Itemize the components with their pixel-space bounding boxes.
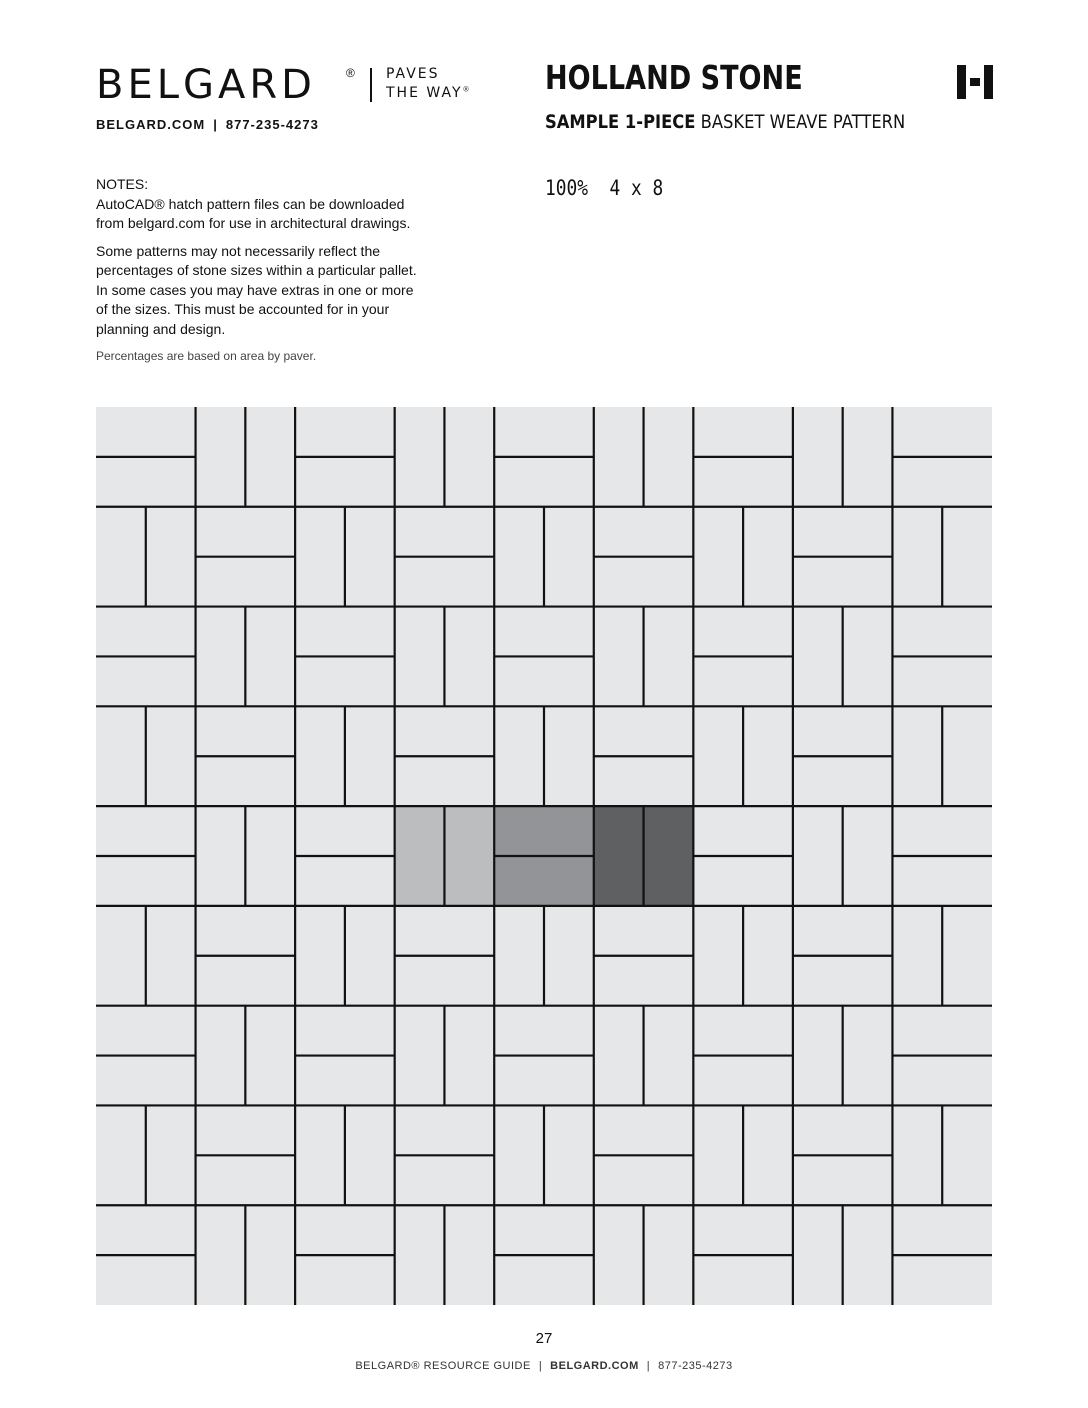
paver	[644, 407, 694, 507]
paver	[196, 806, 246, 906]
paver	[395, 956, 495, 1006]
paver	[743, 507, 793, 607]
paver	[444, 407, 494, 507]
paver	[295, 706, 345, 806]
paver	[743, 1105, 793, 1205]
paver	[544, 1105, 594, 1205]
paver	[693, 856, 793, 906]
paver	[96, 1205, 196, 1255]
paver	[295, 856, 395, 906]
paver	[793, 806, 843, 906]
paver-pattern	[96, 407, 992, 1310]
paver	[594, 1205, 644, 1305]
paver	[942, 507, 992, 607]
brand-logo: BELGARD	[96, 62, 316, 108]
paver	[494, 407, 594, 457]
notes-percentages: Some patterns may not necessarily reflect the percentages of stone sizes within a particular pallet. In some cases you may have extras in one or more of the sizes. This must be accounted for in your planning and design.	[96, 242, 417, 337]
notes-section	[96, 175, 426, 367]
paver	[196, 607, 246, 707]
paver	[196, 756, 296, 806]
paver	[793, 1105, 893, 1155]
header-contact: BELGARD.COM | 877-235-4273	[96, 117, 319, 132]
paver	[96, 1255, 196, 1305]
paver	[245, 407, 295, 507]
paver	[345, 906, 395, 1006]
paver	[295, 607, 395, 657]
paver	[494, 856, 594, 906]
paver	[196, 1155, 296, 1205]
notes-area-basis: Percentages are based on area by paver.	[96, 349, 317, 363]
paver	[494, 806, 594, 856]
paver	[793, 1205, 843, 1305]
size-mix: 100% 4 x 8	[545, 176, 664, 200]
paver	[295, 1105, 345, 1205]
paver	[892, 1255, 992, 1305]
footer: BELGARD® RESOURCE GUIDE | BELGARD.COM | 877-235-4273	[355, 1360, 733, 1372]
paver	[693, 607, 793, 657]
paver	[793, 607, 843, 707]
paver	[793, 706, 893, 756]
product-title: HOLLAND STONE	[545, 58, 803, 97]
paver	[892, 856, 992, 906]
paver	[395, 906, 495, 956]
logo-divider	[370, 68, 372, 102]
paver	[345, 1105, 395, 1205]
header-website[interactable]: BELGARD.COM	[96, 117, 206, 132]
paver	[644, 1205, 694, 1305]
paver	[96, 457, 196, 507]
paver	[494, 507, 544, 607]
paver	[594, 557, 694, 607]
paver	[395, 607, 445, 707]
paver	[494, 906, 544, 1006]
paver	[693, 1105, 743, 1205]
paver	[494, 656, 594, 706]
paver	[395, 756, 495, 806]
paver	[96, 507, 146, 607]
paver	[743, 706, 793, 806]
paver	[544, 507, 594, 607]
paver	[892, 806, 992, 856]
paver	[96, 1006, 196, 1056]
tagline-line1: PAVES	[386, 66, 440, 82]
paver	[494, 457, 594, 507]
paver	[444, 1205, 494, 1305]
paver	[146, 706, 196, 806]
paver	[594, 756, 694, 806]
paver	[494, 1105, 544, 1205]
paver	[892, 1105, 942, 1205]
paver	[693, 1255, 793, 1305]
paver	[96, 806, 196, 856]
paver	[843, 1205, 893, 1305]
paver	[146, 507, 196, 607]
paver	[96, 656, 196, 706]
paver	[245, 806, 295, 906]
paver	[196, 1105, 296, 1155]
holland-stone-h-icon	[957, 65, 993, 104]
notes-autocad: AutoCAD® hatch pattern files can be downloaded from belgard.com for use in architectural drawings.	[96, 195, 411, 231]
paver	[892, 706, 942, 806]
paver	[96, 856, 196, 906]
paver	[345, 706, 395, 806]
paver	[793, 407, 843, 507]
paver	[892, 656, 992, 706]
paver	[594, 806, 644, 906]
paver	[245, 607, 295, 707]
paver	[644, 1006, 694, 1106]
paver	[892, 1205, 992, 1255]
paver	[395, 507, 495, 557]
paver	[146, 1105, 196, 1205]
paver	[594, 1006, 644, 1106]
product-subtitle: SAMPLE 1-PIECE BASKET WEAVE PATTERN	[545, 111, 906, 133]
paver	[395, 1155, 495, 1205]
paver	[892, 906, 942, 1006]
paver	[395, 407, 445, 507]
paver	[245, 1205, 295, 1305]
paver	[693, 1056, 793, 1106]
paver	[594, 607, 644, 707]
paver	[395, 806, 445, 906]
paver	[644, 607, 694, 707]
paver	[843, 1006, 893, 1106]
paver	[494, 1006, 594, 1056]
paver	[743, 906, 793, 1006]
paver	[693, 1006, 793, 1056]
paver	[196, 507, 296, 557]
paver	[843, 407, 893, 507]
paver	[793, 756, 893, 806]
paver	[295, 507, 345, 607]
paver	[494, 1056, 594, 1106]
paver	[444, 806, 494, 906]
paver	[793, 906, 893, 956]
paver	[96, 1056, 196, 1106]
paver	[96, 607, 196, 657]
paver	[644, 806, 694, 906]
paver	[693, 906, 743, 1006]
footer-website[interactable]: BELGARD.COM	[550, 1360, 639, 1372]
paver	[594, 407, 644, 507]
paver	[196, 1205, 246, 1305]
paver	[942, 906, 992, 1006]
paver	[96, 906, 146, 1006]
paver	[693, 706, 743, 806]
paver	[793, 956, 893, 1006]
paver	[494, 706, 544, 806]
paver	[295, 457, 395, 507]
paver	[395, 557, 495, 607]
footer-guide: BELGARD® RESOURCE GUIDE	[355, 1360, 531, 1372]
paver	[295, 1056, 395, 1106]
tagline-line2: THE WAY®	[386, 85, 472, 101]
paver	[295, 906, 345, 1006]
paver	[693, 656, 793, 706]
paver	[295, 806, 395, 856]
paver	[196, 557, 296, 607]
basket-weave-pattern	[96, 407, 992, 1305]
paver	[892, 607, 992, 657]
paver	[892, 1056, 992, 1106]
paver	[494, 607, 594, 657]
paver	[96, 1105, 146, 1205]
registered-mark: ®	[346, 66, 355, 80]
paver	[843, 607, 893, 707]
footer-phone: 877-235-4273	[658, 1360, 733, 1372]
paver	[843, 806, 893, 906]
paver	[345, 507, 395, 607]
paver	[196, 906, 296, 956]
paver	[444, 1006, 494, 1106]
paver	[793, 507, 893, 557]
paver	[892, 457, 992, 507]
paver	[793, 1155, 893, 1205]
paver	[892, 407, 992, 457]
paver	[594, 507, 694, 557]
paver	[693, 507, 743, 607]
paver	[594, 1155, 694, 1205]
paver	[494, 1205, 594, 1255]
paver	[594, 1105, 694, 1155]
paver	[594, 906, 694, 956]
paver	[793, 557, 893, 607]
paver	[196, 956, 296, 1006]
paver	[196, 407, 246, 507]
paver	[892, 507, 942, 607]
paver	[395, 1205, 445, 1305]
paver	[395, 1105, 495, 1155]
paver	[494, 1255, 594, 1305]
paver	[594, 706, 694, 756]
paver	[693, 457, 793, 507]
paver	[942, 1105, 992, 1205]
paver	[544, 706, 594, 806]
paver	[693, 407, 793, 457]
paver	[544, 906, 594, 1006]
paver	[892, 1006, 992, 1056]
paver	[395, 706, 495, 756]
paver	[96, 706, 146, 806]
paver	[96, 407, 196, 457]
paver	[295, 1205, 395, 1255]
paver	[146, 906, 196, 1006]
paver	[594, 956, 694, 1006]
header-phone: 877-235-4273	[225, 117, 319, 132]
paver	[295, 1006, 395, 1056]
paver	[444, 607, 494, 707]
paver	[942, 706, 992, 806]
paver	[295, 656, 395, 706]
paver	[295, 1255, 395, 1305]
paver	[245, 1006, 295, 1106]
paver	[196, 706, 296, 756]
paver	[295, 407, 395, 457]
paver	[395, 1006, 445, 1106]
paver	[793, 1006, 843, 1106]
page-number: 27	[535, 1330, 553, 1347]
paver	[693, 1205, 793, 1255]
paver	[196, 1006, 246, 1106]
paver	[693, 806, 793, 856]
notes-heading: NOTES:	[96, 176, 149, 192]
